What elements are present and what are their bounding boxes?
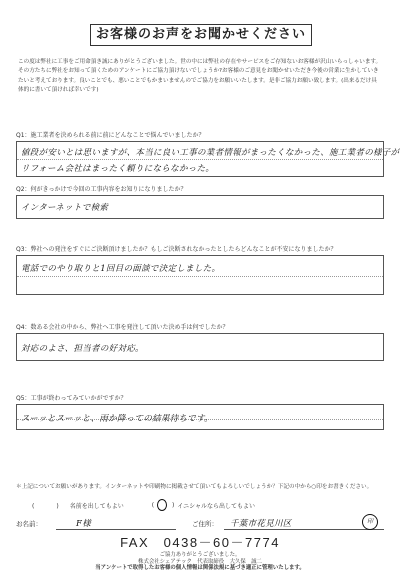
question-5-answer-box	[16, 404, 384, 430]
question-5	[16, 393, 384, 430]
selected-circle-mark	[157, 499, 167, 511]
question-4-answer-line-1: 対応のよさ、担当者の好対応。	[21, 344, 144, 354]
name-value: F様	[76, 518, 91, 529]
question-1	[16, 130, 400, 177]
question-1-answer-line-2: リフォーム会社はまったく頼りにならなかった。	[21, 164, 215, 174]
question-3-label: Q3：弊社への発注をすぐにご決断頂けましたか？もしご決断されなかったとしたらどんなことが不安になりましたか？	[16, 246, 337, 253]
question-2-answer-box	[16, 195, 384, 219]
publish-options	[32, 499, 255, 511]
question-4-label: Q4：数ある会社の中から、弊社へ工事を発注して頂いた決め手は何でしたか？	[16, 324, 229, 331]
question-5-answer-line-1: スーッとスーッと、雨か降っての結果待ちです。	[21, 414, 213, 424]
question-3-answer-line-1: 電話でのやり取りと1回目の面談で決定しました。	[21, 264, 221, 274]
seal-stamp: 印	[362, 514, 378, 530]
question-3-answer-box	[16, 255, 384, 295]
option-initials-label: イニシャルなら出してもよい	[177, 502, 256, 510]
fax-number: FAX 0438－60－7774	[120, 535, 280, 550]
respondent-info	[16, 516, 384, 530]
question-4	[16, 322, 384, 361]
name-label: お名前：	[16, 519, 42, 528]
address-field[interactable]	[224, 517, 384, 530]
company-info: 株式会社シェアテック 代表取締役 大久保 誠二	[138, 559, 262, 565]
question-3	[16, 244, 384, 295]
address-label: ご住所：	[192, 519, 218, 528]
question-2-label: Q2：何がきっかけで今回の工事内容をお知りになりましたか？	[16, 186, 187, 193]
question-2-answer-line-1: インターネットで検索	[21, 203, 109, 213]
page-title: お客様のお声をお聞かせください	[90, 24, 312, 46]
question-1-answer-line-1: 値段が安いとは思いますが、本当に良い工事の業者情報がまったくなかった、施工業者の様子が	[21, 148, 400, 158]
option-full-name-label: 名前を出してもよい	[69, 502, 124, 510]
thanks-text: ご協力ありがとうございました。	[159, 552, 241, 558]
address-value: 千葉市花見川区	[230, 518, 292, 529]
question-5-label: Q5：工事が終わってみていかがですか？	[16, 395, 127, 402]
question-4-answer-box	[16, 333, 384, 361]
privacy-notice: 当アンケートで取得したお客様の個人情報は関係法規に基づき適正に管理いたします。	[95, 565, 305, 571]
question-2	[16, 184, 384, 219]
option-initials[interactable]: ( ) イニシャルなら出してもよい	[152, 499, 255, 511]
option-full-name[interactable]: ( ) 名前を出してもよい	[32, 502, 124, 510]
question-1-label: Q1：施工業者を決められる前に前にどんなことで悩んでいましたか？	[16, 132, 205, 139]
consent-request: ＊上記についてお願いがあります。インターネットや印刷物に掲載させて頂いてもよろしいでしょうか？下記の中から○印をお書きください。	[16, 484, 373, 490]
name-field[interactable]	[56, 517, 176, 530]
question-1-answer-box	[16, 141, 400, 177]
intro-text: この度は弊社に工事をご用命頂き誠にありがとうございました。世の中には弊社の存在やサービスをご存知ないお客様が沢山いらっしゃいます。その方たちに弊社をお知って頂くためのアンケートにご協力頂けないでしょうか?お客様のご意見をお聞かせいただき今後の営業に生かしていきたいと考えております。良いことでも、悪いことでもかまいませんのでご協力をお願いいたします。是非ご協力お願い致します。(出来るだけ具体的に書いて頂ければ幸いです)	[18, 59, 382, 94]
